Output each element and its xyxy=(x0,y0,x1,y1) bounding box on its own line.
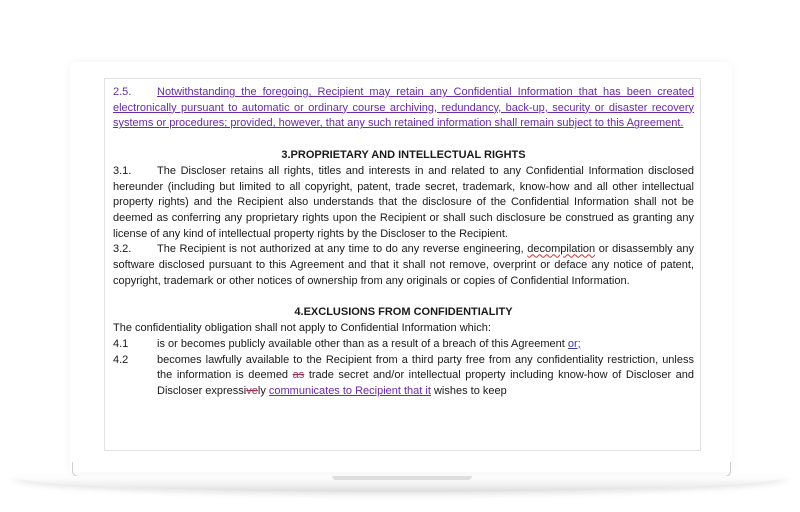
document-body xyxy=(113,85,694,400)
spelling-flagged-word[interactable]: decompilation xyxy=(527,243,596,256)
list-item-4-2 xyxy=(113,353,694,400)
clause-3-2-text-before: The Recipient is not authorized at any time to do any reverse engineering, xyxy=(157,243,524,256)
clause-2-5-number: 2.5. xyxy=(113,86,132,98)
clause-3-1 xyxy=(113,164,694,243)
clause-3-1-text: The Discloser retains all rights, titles and interests in and related to any Confidential Information disclosed hereunder (including but limited to all copyright, patent, trade secret, trademark, know-how and all other intellectual property rights) and the Recipient also understands that the disclosure of the Confidential Information shall not be deemed as conferring any proprietary rights upon the Recipient or shall such disclosure be construed as granting any license of any kind of intellectual property rights by the Discloser to the Recipient. xyxy=(113,164,694,240)
clause-3-2-text-after: or disassembly any software disclosed pursuant to this Agreement and that it shall not remove, overprint or deface any notice of patent, copyright, trademark or other notices of ownership from any originals or copies of Confidential Information. xyxy=(113,243,695,287)
laptop-lid-edge-left xyxy=(72,462,79,477)
tracked-insertion-communicates[interactable]: communicates to Recipient that it xyxy=(268,384,431,397)
item-4-1-number: 4.1 xyxy=(113,337,129,350)
tracked-insertion[interactable]: or; xyxy=(567,337,581,350)
section-4-heading: 4.EXCLUSIONS FROM CONFIDENTIALITY xyxy=(294,306,513,319)
item-4-2-text-a: becomes lawfully available to the Recipient from a third party free from any confidentiality restriction, unless the information is deemed xyxy=(157,353,694,382)
tracked-deletion-as[interactable]: as xyxy=(292,369,305,382)
item-4-1-text: is or becomes publicly available other than as a result of a breach of this Agreement xyxy=(157,337,565,350)
section-4-intro: The confidentiality obligation shall not apply to Confidential Information which: xyxy=(113,322,491,335)
clause-3-2-number: 3.2. xyxy=(113,243,132,256)
clause-3-2 xyxy=(113,242,694,289)
laptop-notch xyxy=(332,476,472,480)
tracked-deletion-ve[interactable]: ve xyxy=(246,384,258,397)
clause-2-5-text: Notwithstanding the foregoing, Recipient may retain any Confidential Information that has been created electronically pursuant to automatic or ordinary course archiving, redundancy, back-up, security or disaster recovery systems or procedures; provided, however, that any such retained information shall remain subject to this Agreement. xyxy=(113,86,694,130)
list-item-4-1 xyxy=(113,337,694,353)
item-4-2-text-b: trade secret and/or intellectual property including know-how of Discloser and Discloser expressi xyxy=(157,369,695,397)
clause-2-5 xyxy=(113,85,694,132)
item-4-2-text-c: ly xyxy=(257,384,266,397)
item-4-2-number: 4.2 xyxy=(113,353,129,366)
document-page[interactable] xyxy=(104,78,701,451)
section-3-heading: 3.PROPRIETARY AND INTELLECTUAL RIGHTS xyxy=(281,149,526,162)
laptop-lid-edge-right xyxy=(724,462,731,477)
clause-3-1-number: 3.1. xyxy=(113,164,132,177)
item-4-2-text-d: wishes to keep xyxy=(433,384,507,397)
